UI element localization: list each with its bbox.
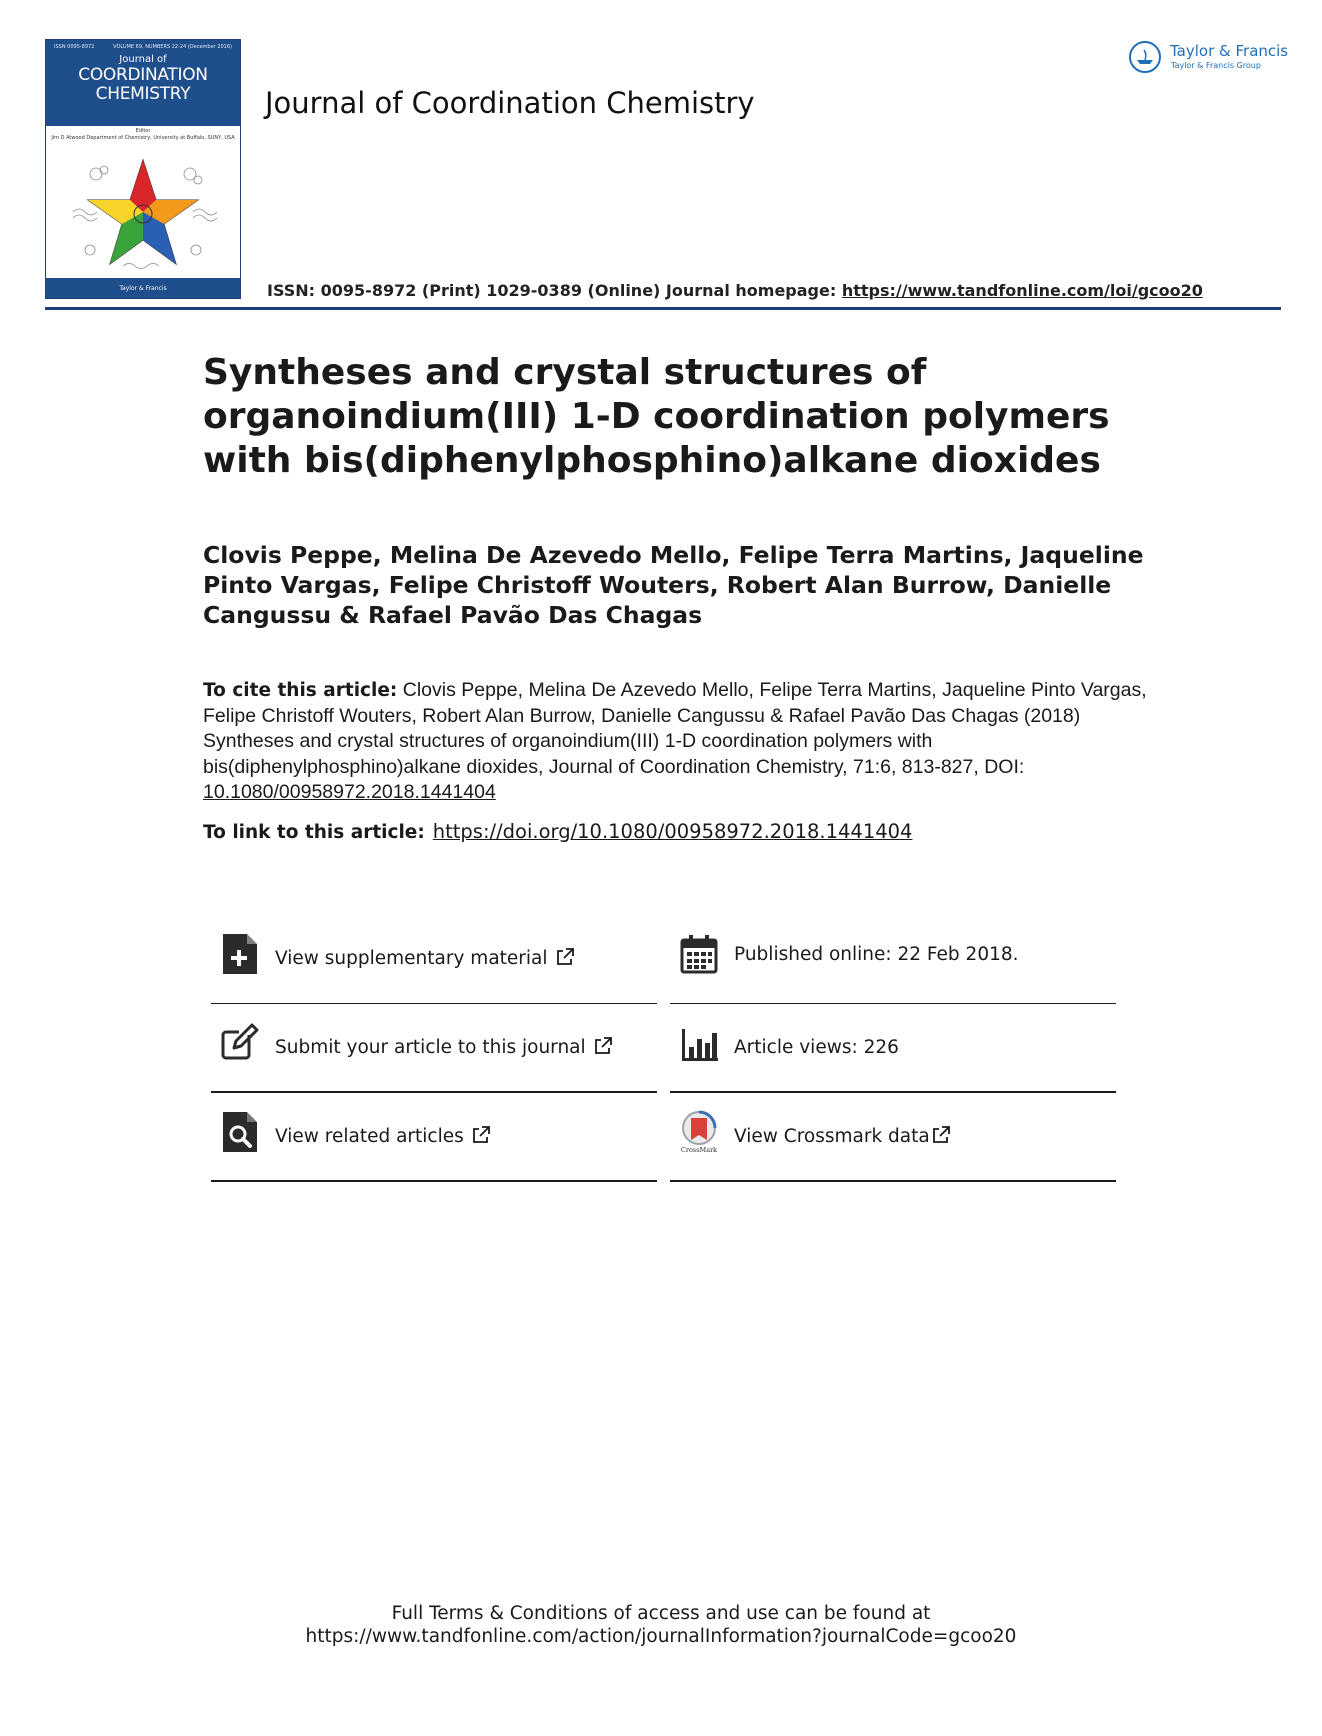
article-authors: Clovis Peppe, Melina De Azevedo Mello, Felipe Terra Martins, Jaqueline Pinto Vargas, Felipe Christoff Wouters, Robert Alan Burrow, Danielle Cangussu & Rafael Pavão Das Chagas (203, 541, 1144, 629)
cell-divider (670, 1091, 1116, 1093)
citation-block (203, 678, 1153, 806)
cell-divider (211, 1180, 657, 1182)
search-document-icon (221, 1110, 259, 1154)
cell-divider (211, 1003, 657, 1004)
journal-cover (45, 39, 241, 299)
related-label (275, 1126, 490, 1147)
cover-editor (46, 128, 240, 142)
cell-divider (670, 1180, 1116, 1182)
submit-article-link[interactable] (211, 1005, 657, 1093)
tf-lamp-icon (1131, 43, 1159, 71)
cover-star-illustration (68, 152, 218, 272)
file-plus-icon (221, 932, 259, 976)
calendar-icon (680, 932, 718, 976)
cover-publisher: Taylor & Francis (46, 278, 240, 298)
crossmark-label (734, 1126, 950, 1147)
supplementary-label (275, 948, 574, 969)
crossmark-text: View Crossmark data (734, 1126, 930, 1147)
article-title: Syntheses and crystal structures of organoindium(III) 1-D coordination polymers with bis(diphenylphosphino)alkane dioxides (203, 352, 1110, 481)
supplementary-material-link[interactable] (211, 916, 657, 1004)
issn-line (267, 281, 1203, 300)
submit-label (275, 1037, 612, 1058)
cell-divider (211, 1091, 657, 1093)
tf-circle-icon (1129, 41, 1161, 73)
cell-divider (670, 1003, 1116, 1004)
related-text: View related articles (275, 1126, 464, 1147)
supplementary-text: View supplementary material (275, 948, 548, 969)
tf-name: Taylor & Francis (1170, 42, 1289, 60)
link-label: To link to this article: (203, 822, 425, 843)
article-views (670, 1005, 1116, 1093)
footer-terms-link[interactable]: https://www.tandfonline.com/action/journalInformation?journalCode=gcoo20 (305, 1626, 1017, 1647)
crossmark-icon (680, 1110, 718, 1154)
cite-doi-link[interactable]: 10.1080/00958972.2018.1441404 (203, 781, 496, 803)
views-text: Article views: 226 (734, 1037, 899, 1058)
link-block (203, 820, 912, 843)
cite-text: Clovis Peppe, Melina De Azevedo Mello, Felipe Terra Martins, Jaqueline Pinto Vargas, Felipe Christoff Wouters, Robert Alan Burrow, Danielle Cangussu & Rafael Pavão Das Chagas (2018) Syntheses and crystal structures of organoindium(III) 1-D coordination polymers with bis(diphenylphosphino)alkane dioxides, Journal of Coordination Chemistry, 71:6, 813-827, DOI: (203, 679, 1147, 778)
published-text: Published online: 22 Feb 2018. (734, 944, 1019, 965)
tf-group: Taylor & Francis Group (1171, 61, 1261, 70)
cover-title (46, 66, 240, 104)
crossmark-link[interactable] (670, 1094, 1116, 1182)
journal-name: Journal of Coordination Chemistry (265, 86, 755, 120)
taylor-francis-logo[interactable] (1129, 39, 1289, 79)
external-link-icon (594, 1037, 612, 1055)
external-link-icon (472, 1126, 490, 1144)
journal-homepage-link[interactable]: https://www.tandfonline.com/loi/gcoo20 (841, 281, 1203, 300)
cover-title-line1: COORDINATION (78, 65, 208, 85)
issn-text: ISSN: 0095-8972 (Print) 1029-0389 (Online) Journal homepage: (267, 281, 842, 300)
footer-terms (0, 1602, 1322, 1648)
cover-volume: VOLUME 69, NUMBERS 22-24 (December 2016) (113, 44, 232, 50)
footer-line1: Full Terms & Conditions of access and use can be found at (391, 1603, 931, 1624)
bar-chart-icon (680, 1021, 718, 1065)
submit-text: Submit your article to this journal (275, 1037, 586, 1058)
cite-label: To cite this article: (203, 680, 398, 701)
cover-title-line2: CHEMISTRY (95, 84, 191, 104)
external-link-icon (932, 1126, 950, 1144)
cover-editor-line: Jim D Atwood Department of Chemistry, University at Buffalo, SUNY, USA (51, 135, 235, 141)
cover-issn: ISSN 0095-8972 (54, 44, 95, 50)
external-link-icon (556, 948, 574, 966)
published-online (670, 916, 1116, 1004)
crossmark-caption: CrossMark (680, 1146, 718, 1154)
edit-icon (221, 1021, 259, 1065)
related-articles-link[interactable] (211, 1094, 657, 1182)
cover-journal-of: Journal of (119, 54, 167, 65)
header-rule (45, 307, 1281, 310)
cover-topline (54, 44, 232, 50)
article-doi-link[interactable]: https://doi.org/10.1080/00958972.2018.1441404 (432, 820, 913, 843)
cover-editor-label: Editor (135, 128, 151, 134)
